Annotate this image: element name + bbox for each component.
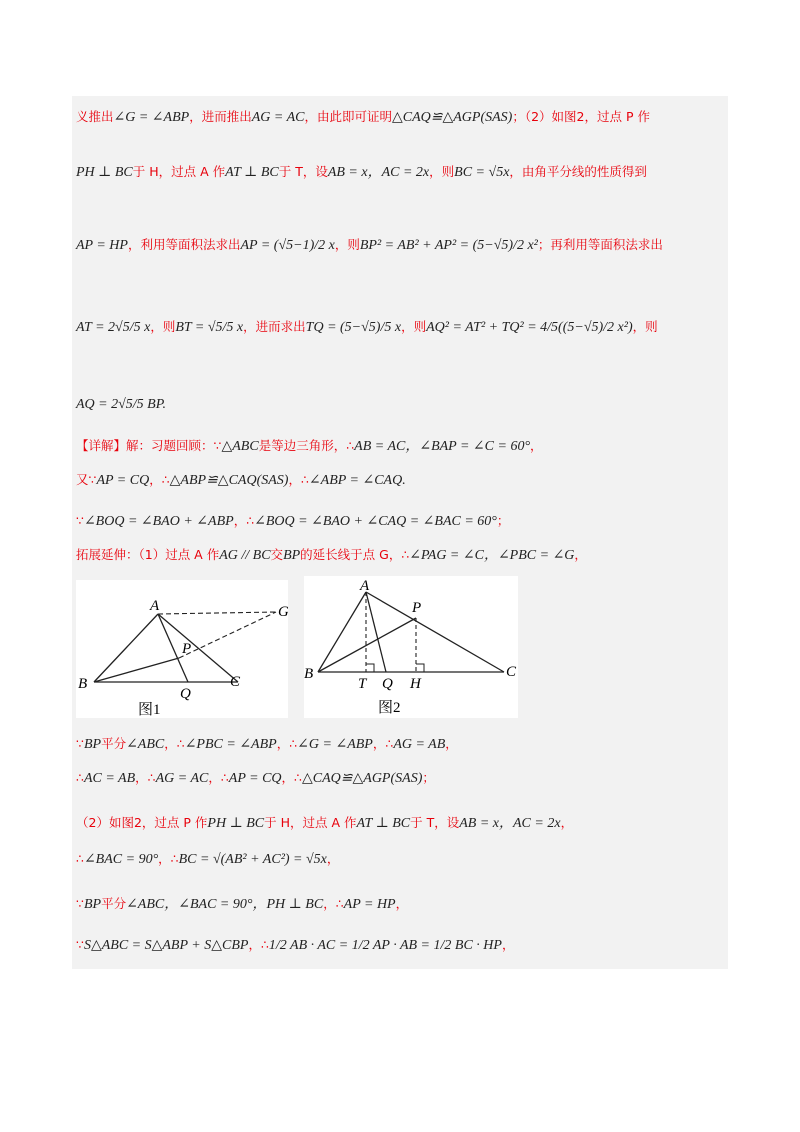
segment-ab	[318, 592, 366, 672]
label-q: Q	[180, 686, 191, 702]
annotation-text: ；	[496, 513, 510, 528]
annotation-text: ，∴	[281, 770, 302, 785]
math-expression: PH ⊥ BC	[207, 816, 265, 831]
figure-1-svg	[76, 580, 288, 718]
math-expression: AT ⊥ BC	[356, 816, 411, 831]
annotation-text: ∵	[76, 937, 84, 952]
annotation-text: 交	[270, 547, 284, 562]
label-b: B	[304, 666, 314, 682]
math-expression: ∠PAG = ∠C，∠PBC = ∠G	[409, 548, 575, 563]
math-expression: BP	[83, 737, 102, 752]
annotation-text: ，	[395, 896, 409, 911]
math-expression: ∠PBC = ∠ABP	[184, 737, 277, 752]
math-expression: △ABP≌△CAQ(SAS)	[169, 473, 289, 488]
annotation-text: ，∴	[233, 513, 255, 528]
math-expression: ∠ABC	[126, 737, 165, 752]
annotation-text: ；	[422, 770, 435, 785]
solution-line	[76, 850, 339, 869]
annotation-text: ，	[530, 438, 543, 453]
label-c: C	[506, 664, 517, 680]
segment-pg-dashed	[179, 612, 276, 658]
label-g: G	[278, 604, 288, 620]
annotation-text: ，由角平分线的性质得到	[509, 164, 647, 179]
math-expression: BC = √5x	[454, 165, 510, 180]
annotation-text: ，∴	[208, 770, 229, 785]
segment-aq	[366, 592, 386, 672]
solution-line	[76, 814, 573, 833]
label-h: H	[410, 676, 421, 692]
annotation-text: 义推出	[76, 109, 114, 124]
math-expression: AT ⊥ BC	[225, 165, 279, 180]
figure-2	[304, 576, 518, 718]
math-expression: AG = AB	[393, 737, 446, 752]
annotation-text: ∴	[76, 770, 84, 785]
annotation-text: ，	[326, 851, 340, 866]
solution-line	[76, 318, 658, 337]
math-expression: .	[162, 397, 166, 412]
annotation-text: ，∴	[372, 736, 394, 751]
annotation-text: 的延长线于点 G，∴	[300, 547, 410, 562]
segment-ag-dashed	[158, 612, 276, 614]
solution-line	[76, 735, 458, 754]
annotation-text: 平分	[101, 736, 127, 751]
math-expression: TQ = (5−√5)/5 x	[305, 320, 402, 335]
math-expression: BP	[283, 548, 301, 563]
annotation-text: ∴	[76, 851, 84, 866]
solution-line	[76, 471, 406, 490]
right-angle-t	[366, 664, 374, 672]
solution-line	[76, 437, 543, 456]
solution-line	[76, 108, 650, 127]
annotation-text: ；（2）如图2，过点 P 作	[512, 109, 650, 124]
math-expression: BP² = AB² + AP² = (5−√5)/2 x²	[359, 238, 538, 253]
label-p: P	[182, 641, 192, 657]
annotation-text: ，利用等面积法求出	[127, 237, 241, 252]
annotation-text: ∵	[76, 896, 84, 911]
math-expression: △ABC	[221, 439, 259, 454]
annotation-text: ∵	[76, 736, 84, 751]
math-expression: S△ABC = S△ABP + S△CBP	[83, 938, 249, 953]
annotation-text: 于 T，设	[410, 815, 460, 830]
annotation-text: ，	[560, 815, 574, 830]
math-expression: ∠G = ∠ABP	[297, 737, 373, 752]
math-expression: BC = √(AB² + AC²) = √5x	[178, 852, 327, 867]
annotation-text: ，则	[632, 319, 658, 334]
solution-line	[76, 396, 166, 414]
math-expression: △CAQ≌△AGP(SAS)	[391, 110, 513, 125]
annotation-text: （2）如图2，过点 P 作	[76, 815, 208, 830]
math-expression: AP = HP	[343, 897, 396, 912]
math-expression: ∠ABC，∠BAC = 90°，PH ⊥ BC	[126, 897, 324, 912]
math-expression: AB = AC，∠BAP = ∠C = 60°	[354, 439, 531, 454]
annotation-text: ，∴	[248, 937, 269, 952]
figure-1	[76, 580, 288, 718]
annotation-text: ，由此即可证明	[304, 109, 392, 124]
label-p: P	[412, 600, 422, 616]
segment-ac	[366, 592, 504, 672]
annotation-text: ，∴	[149, 472, 170, 487]
annotation-text: 于 H，过点 A 作	[264, 815, 357, 830]
solution-line	[76, 895, 408, 914]
label-b: B	[78, 676, 88, 692]
solution-line	[76, 163, 647, 182]
segment-bp	[94, 658, 179, 682]
annotation-text: ，进而求出	[243, 319, 306, 334]
annotation-text: 又∵	[76, 472, 97, 487]
math-expression: AG = AC	[251, 110, 305, 125]
solution-line	[76, 546, 587, 565]
annotation-text: ，则	[429, 164, 455, 179]
annotation-text: ，∴	[158, 851, 179, 866]
math-expression: ∠BOQ = ∠BAO + ∠CAQ = ∠BAC = 60°	[254, 514, 497, 529]
annotation-text: ，则	[150, 319, 176, 334]
label-c: C	[230, 674, 241, 690]
math-expression: .	[402, 473, 406, 488]
math-expression: ∠ABP = ∠CAQ	[308, 473, 403, 488]
annotation-text: ，	[501, 937, 515, 952]
annotation-text: 于 H，过点 A 作	[132, 164, 226, 179]
math-expression: AP = (√5−1)/2 x	[240, 238, 335, 253]
annotation-text: ，∴	[288, 472, 309, 487]
label-q: Q	[382, 676, 393, 692]
figure-2-svg	[304, 576, 518, 718]
right-angle-h	[416, 664, 424, 672]
math-expression: ∠BAC = 90°	[83, 852, 159, 867]
math-expression: AT = 2√5/5 x	[76, 320, 151, 335]
solution-panel	[72, 96, 728, 969]
math-expression: AG = AC	[155, 771, 209, 786]
math-expression: BP	[83, 897, 102, 912]
annotation-text: ，∴	[164, 736, 185, 751]
math-expression: AP = CQ	[96, 473, 150, 488]
figure-1-caption: 图1	[138, 702, 161, 718]
annotation-text: 拓展延伸：（1）过点 A 作	[76, 547, 220, 562]
math-expression: AB = x，AC = 2x	[327, 165, 430, 180]
math-expression: ∠BOQ = ∠BAO + ∠ABP	[83, 514, 234, 529]
figure-2-caption: 图2	[378, 700, 401, 716]
annotation-text: ，∴	[323, 896, 344, 911]
annotation-text: 是等边三角形，∴	[258, 438, 355, 453]
math-expression: AQ² = AT² + TQ² = 4/5((5−√5)/2 x²)	[426, 320, 633, 335]
label-a: A	[150, 598, 160, 614]
annotation-text: ，∴	[276, 736, 298, 751]
math-expression: AG // BC	[219, 548, 271, 563]
math-expression: AQ = 2√5/5 BP	[76, 397, 163, 412]
annotation-text: ，则	[401, 319, 427, 334]
math-expression: AB = x，AC = 2x	[459, 816, 561, 831]
annotation-text: ，	[574, 547, 587, 562]
label-a: A	[360, 578, 370, 594]
math-expression: AP = CQ	[228, 771, 282, 786]
annotation-text: ，	[445, 736, 458, 751]
label-t: T	[358, 676, 367, 692]
annotation-text: ，∴	[135, 770, 156, 785]
solution-line	[76, 936, 514, 955]
math-expression: BT = √5/5 x	[175, 320, 244, 335]
annotation-text: 【详解】解：习题回顾：∵	[76, 438, 222, 453]
math-expression: AP = HP	[76, 238, 128, 253]
annotation-text: ，进而推出	[189, 109, 252, 124]
solution-line	[76, 769, 435, 788]
solution-line	[76, 236, 663, 255]
math-expression: PH ⊥ BC	[76, 165, 133, 180]
segment-ac	[158, 614, 238, 682]
annotation-text: ∵	[76, 513, 84, 528]
math-expression: AC = AB	[83, 771, 136, 786]
annotation-text: 平分	[101, 896, 127, 911]
math-expression: ∠G = ∠ABP	[113, 110, 190, 125]
math-expression: 1/2 AB · AC = 1/2 AP · AB = 1/2 BC · HP	[268, 938, 502, 953]
solution-line	[76, 512, 509, 531]
annotation-text: ，则	[334, 237, 360, 252]
annotation-text: ；再利用等面积法求出	[537, 237, 663, 252]
math-expression: △CAQ≌△AGP(SAS)	[302, 771, 423, 786]
annotation-text: 于 T，设	[278, 164, 328, 179]
segment-ab	[94, 614, 158, 682]
